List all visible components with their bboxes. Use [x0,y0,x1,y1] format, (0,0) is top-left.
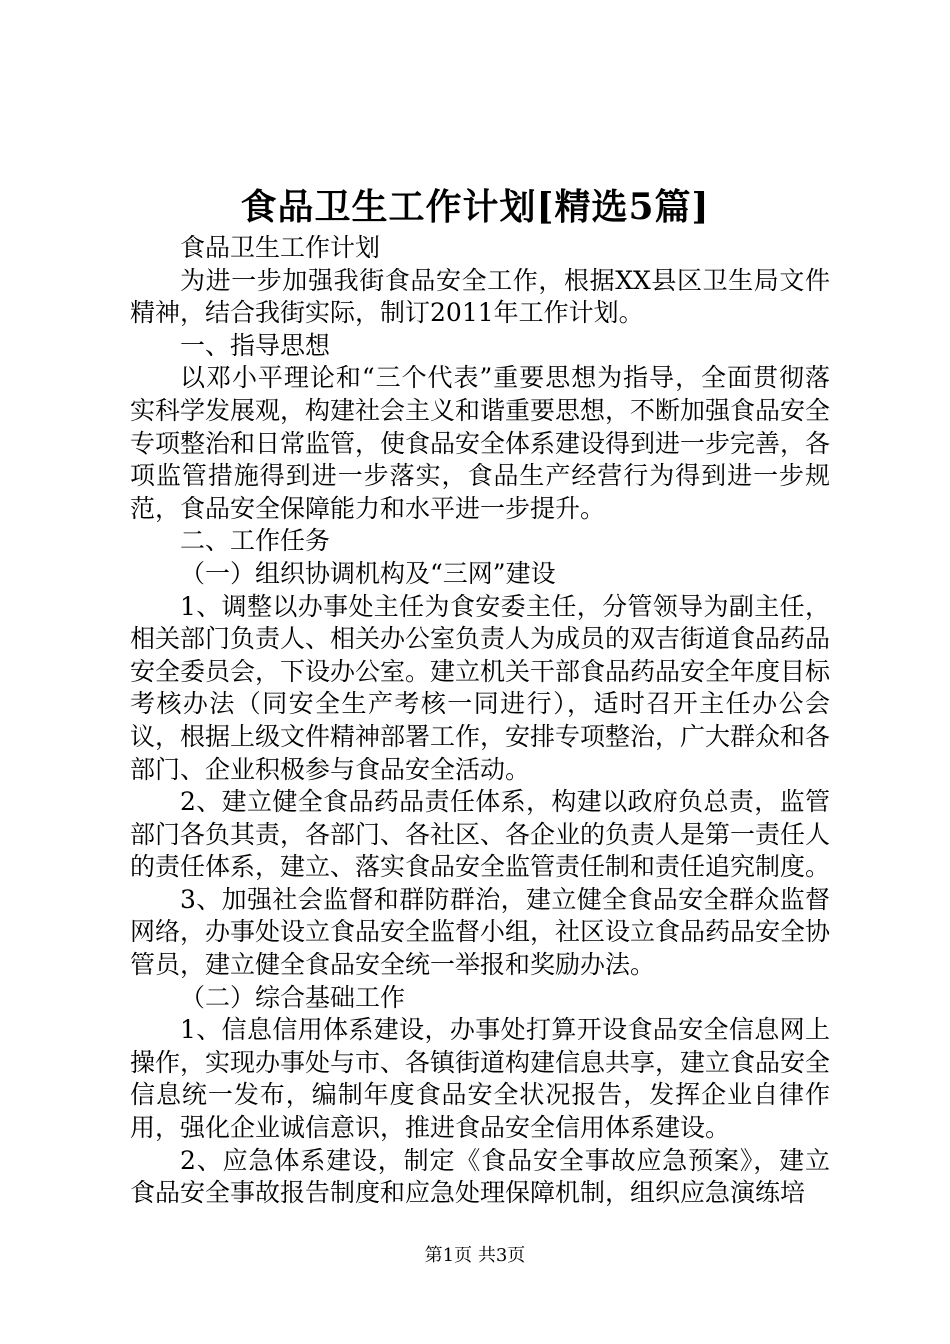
section-heading-guiding-ideology: 一、指导思想 [180,330,331,360]
plan-subtitle: 食品卫生工作计划 [180,233,381,262]
subsection-heading-coordination: （一）组织协调机构及“三网”建设 [180,558,556,588]
guiding-ideology-paragraph: 以邓小平理论和“三个代表”重要思想为指导，全面贯彻落实科学发展观，构建社会主义和谐重要思想，不断加强食品安全专项整治和日常监管，使食品安全体系建设得到进一步完善，各项监管措施得到进一步落实，食品生产经营行为得到进一步规范，食品安全保障能力和水平进一步提升。 [130,363,831,523]
section-heading-work-tasks: 二、工作任务 [180,526,331,556]
basic-work-paragraph-2: 2、应急体系建设，制定《食品安全事故应急预案》，建立食品安全事故报告制度和应急处理保障机制，组织应急演练培 [130,1145,830,1208]
document-body [130,232,830,1210]
task-paragraph-2: 2、建立健全食品药品责任体系，构建以政府负总责，监管部门各负其责，各部门、各社区、各企业的负责人是第一责任人的责任体系，建立、落实食品安全监管责任制和责任追究制度。 [130,787,831,882]
basic-work-paragraph-1: 1、信息信用体系建设，办事处打算开设食品安全信息网上操作，实现办事处与市、各镇街道构建信息共享，建立食品安全信息统一发布，编制年度食品安全状况报告，发挥企业自律作用，强化企业诚信意识，推进食品安全信用体系建设。 [130,1015,831,1143]
task-paragraph-3: 3、加强社会监督和群防群治，建立健全食品安全群众监督网络，办事处设立食品安全监督小组，社区设立食品药品安全协管员，建立健全食品安全统一举报和奖励办法。 [130,884,831,980]
subsection-heading-basic-work: （二）综合基础工作 [180,982,406,1012]
page-footer: 第1页 共3页 [424,1245,526,1266]
document-title: 食品卫生工作计划[精选5篇] [240,186,710,228]
intro-paragraph: 为进一步加强我街食品安全工作，根据XX县区卫生局文件精神，结合我街实际，制订2011年工作计划。 [130,265,830,328]
task-paragraph-1: 1、调整以办事处主任为食安委主任，分管领导为副主任，相关部门负责人、相关办公室负责人为成员的双吉街道食品药品安全委员会，下设办公室。建立机关干部食品药品安全年度目标考核办法（同安全生产考核一同进行），适时召开主任办公会议，根据上级文件精神部署工作，安排专项整治，广大群众和各部门、企业积极参与食品安全活动。 [130,591,831,784]
